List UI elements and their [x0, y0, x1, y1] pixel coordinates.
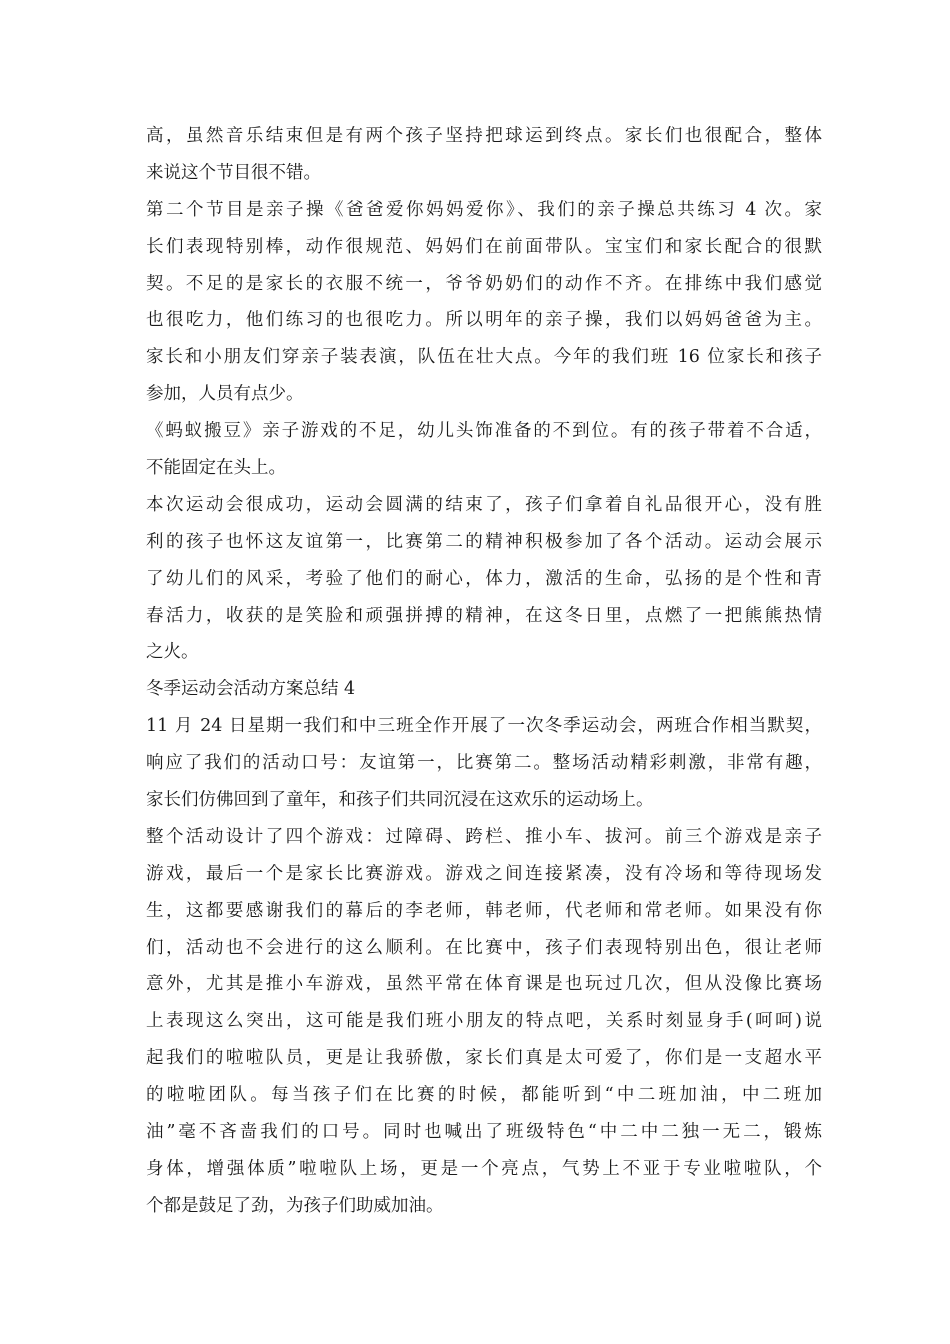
section-heading: 冬季运动会活动方案总结 4 [146, 679, 356, 700]
text-line: 契。不足的是家长的衣服不统一，爷爷奶奶们的动作不齐。在排练中我们感觉 [146, 273, 822, 294]
text-line: 起我们的啦啦队员，更是让我骄傲，家长们真是太可爱了，你们是一支超水平 [146, 1048, 822, 1069]
text-line: 来说这个节目很不错。 [146, 162, 321, 183]
text-line: 参加，人员有点少。 [146, 384, 304, 405]
text-line: 《蚂蚁搬豆》亲子游戏的不足，幼儿头饰准备的不到位。有的孩子带着不合适， [146, 421, 822, 442]
text-line: 游戏，最后一个是家长比赛游戏。游戏之间连接紧凑，没有冷场和等待现场发 [146, 863, 822, 884]
text-line: 长们表现特别棒，动作很规范、妈妈们在前面带队。宝宝们和家长配合的很默 [146, 236, 822, 257]
text-line: 生，这都要感谢我们的幕后的李老师，韩老师，代老师和常老师。如果没有你 [146, 900, 822, 921]
text-line: 响应了我们的活动口号：友谊第一，比赛第二。整场活动精彩刺激，非常有趣， [146, 753, 822, 774]
text-line: 整个活动设计了四个游戏：过障碍、跨栏、推小车、拔河。前三个游戏是亲子 [146, 826, 822, 847]
text-line: 个都是鼓足了劲，为孩子们助威加油。 [146, 1195, 444, 1216]
text-line: 们，活动也不会进行的这么顺利。在比赛中，孩子们表现特别出色，很让老师 [146, 937, 822, 958]
text-line: 家长们仿佛回到了童年，和孩子们共同沉浸在这欢乐的运动场上。 [146, 790, 654, 811]
text-line: 春活力，收获的是笑脸和顽强拼搏的精神，在这冬日里，点燃了一把熊熊热情 [146, 605, 822, 626]
text-line: 本次运动会很成功，运动会圆满的结束了，孩子们拿着自礼品很开心，没有胜 [146, 494, 822, 515]
text-line: 油”毫不吝啬我们的口号。同时也喊出了班级特色“中二中二独一无二，锻炼 [146, 1122, 822, 1143]
text-line: 利的孩子也怀这友谊第一，比赛第二的精神积极参加了各个活动。运动会展示 [146, 531, 822, 552]
text-line: 家长和小朋友们穿亲子装表演，队伍在壮大点。今年的我们班 16 位家长和孩子 [146, 347, 822, 368]
text-line: 身体，增强体质”啦啦队上场，更是一个亮点，气势上不亚于专业啦啦队，个 [146, 1158, 822, 1179]
text-line: 上表现这么突出，这可能是我们班小朋友的特点吧，关系时刻显身手(呵呵)说 [146, 1011, 822, 1032]
document-body [146, 118, 822, 1225]
text-line: 第二个节目是亲子操《爸爸爱你妈妈爱你》、我们的亲子操总共练习 4 次。家 [146, 199, 822, 220]
text-line: 也很吃力，他们练习的也很吃力。所以明年的亲子操，我们以妈妈爸爸为主。 [146, 310, 822, 331]
text-line: 之火。 [146, 642, 199, 663]
text-line: 的啦啦团队。每当孩子们在比赛的时候，都能听到“中二班加油，中二班加 [146, 1085, 822, 1106]
text-line: 了幼儿们的风采，考验了他们的耐心，体力，激活的生命，弘扬的是个性和青 [146, 568, 822, 589]
text-line: 意外，尤其是推小车游戏，虽然平常在体育课是也玩过几次，但从没像比赛场 [146, 974, 822, 995]
text-line: 不能固定在头上。 [146, 458, 286, 479]
text-line: 11 月 24 日星期一我们和中三班全作开展了一次冬季运动会，两班合作相当默契， [146, 716, 822, 737]
text-line: 高，虽然音乐结束但是有两个孩子坚持把球运到终点。家长们也很配合，整体 [146, 126, 822, 146]
